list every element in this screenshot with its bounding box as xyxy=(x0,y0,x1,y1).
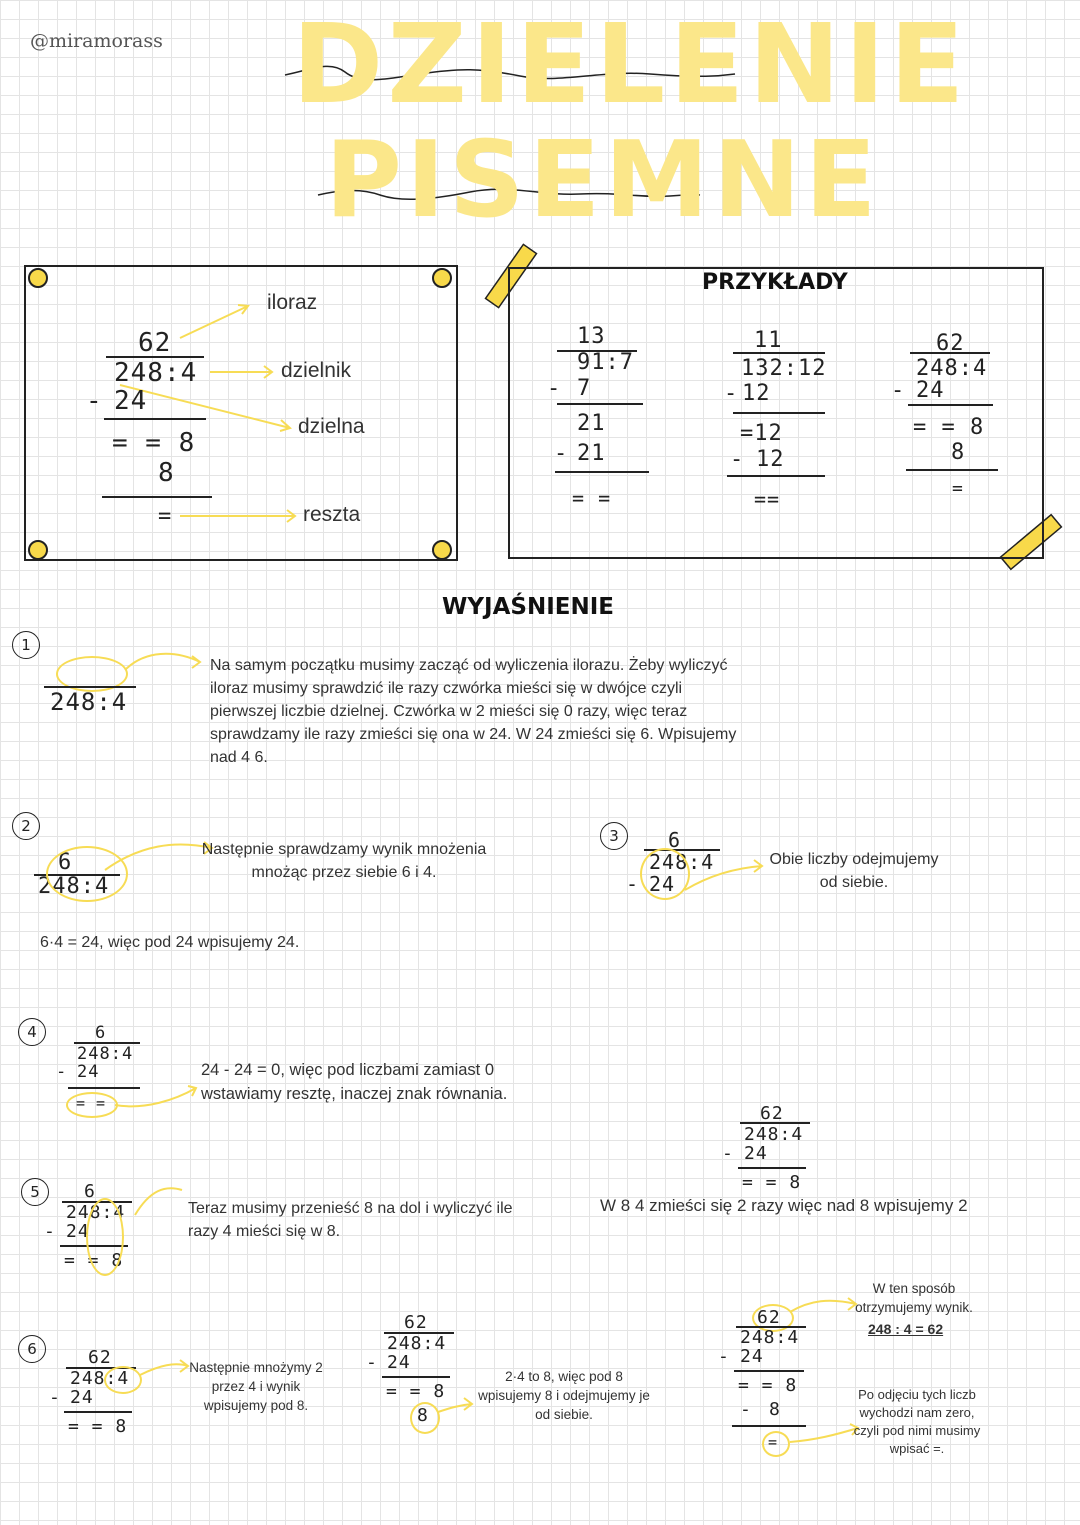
s1-expression: 248:4 xyxy=(50,688,128,716)
ex3-rem1: = = 8 xyxy=(913,415,985,440)
minus-sign: - xyxy=(724,381,739,406)
ex3-sub1: 24 xyxy=(916,378,945,403)
s5-text: Teraz musimy przenieść 8 na dol i wyliczyć ile razy 4 mieści się w 8. xyxy=(188,1200,513,1240)
minus-sign: - xyxy=(56,1062,68,1082)
ex3-final: = xyxy=(952,478,964,499)
s2-text: Następnie sprawdzamy wynik mnożenia mnożąc przez siebie 6 i 4. xyxy=(201,841,487,881)
s5b-rem: = = 8 xyxy=(742,1172,802,1193)
title-line1: DZIELENIE xyxy=(292,0,969,128)
s6b-quotient: 62 xyxy=(404,1312,428,1333)
ex3-expression: 248:4 xyxy=(916,356,988,381)
s3-sub: 24 xyxy=(649,872,676,896)
s6c-rem: = = 8 xyxy=(738,1375,798,1396)
diagram-sub1: 24 xyxy=(114,386,148,416)
label-reszta: reszta xyxy=(303,503,361,526)
arrow-s6 xyxy=(140,1360,188,1375)
step-number: 4 xyxy=(18,1018,46,1046)
s6-quotient: 62 xyxy=(88,1347,112,1368)
ex2-rem1: =12 xyxy=(740,421,783,446)
minus-sign: - xyxy=(49,1387,61,1408)
s6c-result-intro: W ten sposób otrzymujemy wynik. xyxy=(855,1281,973,1315)
minus-sign: - xyxy=(891,378,906,403)
minus-sign: - xyxy=(718,1346,730,1367)
ex2-expression: 132:12 xyxy=(741,356,827,381)
arrow-s5 xyxy=(135,1188,182,1215)
minus-sign: - xyxy=(740,1399,752,1420)
s5b-quotient: 62 xyxy=(760,1103,784,1124)
s4-rem: = = xyxy=(76,1094,107,1112)
s2-note: 6·4 = 24, więc pod 24 wpisujemy 24. xyxy=(40,934,300,951)
diagram-quotient: 62 xyxy=(138,328,172,358)
s6c-final: = xyxy=(768,1433,779,1451)
s6-sub: 24 xyxy=(70,1387,94,1408)
s1-text: Na samym początku musimy zacząć od wyliczenia ilorazu. Żeby wyliczyć iloraz musimy sprawdzić ile razy czwórka mieści się w dwójce czyli pierwszej liczbie dzielnej. Czwórka w 2 mieści się 0 razy, więc teraz sprawdzamy ile razy zmieści się ona w 24. W 24 zmieści się 6. Wpisujemy nad 4 6. xyxy=(210,657,737,766)
diagram-rem1: = = 8 xyxy=(112,428,196,458)
s6c-expression: 248:4 xyxy=(740,1327,800,1348)
s4-sub: 24 xyxy=(77,1062,100,1082)
s6c-text: Po odjęciu tych liczb wychodzi nam zero, czyli pod nimi musimy wpisać =. xyxy=(853,1387,981,1456)
s6c-sub: 24 xyxy=(740,1346,764,1367)
s2-quotient: 6 xyxy=(58,850,73,875)
ex1-expression: 91:7 xyxy=(577,350,634,375)
s6b-expression: 248:4 xyxy=(387,1333,447,1354)
examples-heading: PRZYKŁADY xyxy=(702,270,848,295)
label-dzielna: dzielna xyxy=(298,415,365,438)
ex2-final: == xyxy=(754,487,781,511)
ex2-sub2: 12 xyxy=(756,447,785,472)
highlight-circle xyxy=(104,1366,142,1394)
diagram-expression: 248:4 xyxy=(114,358,198,388)
s2-expression: 248:4 xyxy=(38,874,110,899)
s6-rem: = = 8 xyxy=(68,1416,128,1437)
minus-sign: - xyxy=(86,386,103,416)
step-number: 5 xyxy=(21,1178,49,1206)
minus-sign: - xyxy=(730,447,745,472)
pin-icon xyxy=(28,540,48,560)
s4-quotient: 6 xyxy=(95,1023,107,1043)
explanation-heading: WYJAŚNIENIE xyxy=(442,594,614,620)
minus-sign: - xyxy=(722,1143,734,1164)
minus-sign: - xyxy=(554,441,569,466)
s4-text: 24 - 24 = 0, więc pod liczbami zamiast 0 wstawiamy resztę, inaczej znak równania. xyxy=(201,1061,508,1103)
ex1-final: = = xyxy=(572,486,612,510)
pin-icon xyxy=(28,268,48,288)
ex1-sub1: 7 xyxy=(577,376,592,401)
ex2-sub1: 12 xyxy=(742,381,771,406)
step-number: 3 xyxy=(600,822,628,850)
ex3-quotient: 62 xyxy=(936,331,965,356)
s6c-quotient: 62 xyxy=(757,1307,781,1328)
s5-sub: 24 xyxy=(66,1221,90,1242)
s6b-sub2: 8 xyxy=(417,1405,429,1426)
ex3-sub2: 8 xyxy=(951,440,966,465)
s5b-text: W 8 4 zmieści się 2 razy więc nad 8 wpisujemy 2 xyxy=(600,1196,968,1215)
s6b-sub: 24 xyxy=(387,1352,411,1373)
s5b-sub: 24 xyxy=(744,1143,768,1164)
s6c-sub2: 8 xyxy=(769,1399,781,1420)
diagram-sub2: 8 xyxy=(158,458,175,488)
step-number: 1 xyxy=(12,631,40,659)
highlight-circle xyxy=(86,1198,124,1276)
s5-expression: 248:4 xyxy=(66,1202,126,1223)
s6c-result: 248 : 4 = 62 xyxy=(868,1321,944,1337)
step-number: 6 xyxy=(18,1335,46,1363)
s6-text: Następnie mnożymy 2 przez 4 i wynik wpisujemy pod 8. xyxy=(189,1360,323,1413)
s5b-expression: 248:4 xyxy=(744,1124,804,1145)
pin-icon xyxy=(432,268,452,288)
diagram-final: = xyxy=(158,504,173,529)
s3-expression: 248:4 xyxy=(649,850,715,874)
s5-quotient: 6 xyxy=(84,1181,96,1202)
arrow-s1 xyxy=(125,654,200,670)
minus-sign: - xyxy=(366,1352,378,1373)
highlight-circle xyxy=(46,846,128,902)
minus-sign: - xyxy=(547,376,562,401)
minus-sign: - xyxy=(626,872,640,896)
ex1-quotient: 13 xyxy=(577,324,606,349)
label-iloraz: iloraz xyxy=(267,291,318,314)
pin-icon xyxy=(432,540,452,560)
step-number: 2 xyxy=(12,812,40,840)
ex1-sub2: 21 xyxy=(577,441,606,466)
arrow-s4 xyxy=(115,1086,196,1106)
s5-rem: = = 8 xyxy=(64,1250,124,1271)
ex2-quotient: 11 xyxy=(754,328,783,353)
highlight-circle xyxy=(640,848,690,900)
s3-text: Obie liczby odejmujemy od siebie. xyxy=(769,851,939,891)
arrow-s6c-top xyxy=(790,1298,856,1312)
ex1-rem1: 21 xyxy=(577,411,606,436)
s6b-text: 2·4 to 8, więc pod 8 wpisujemy 8 i odejmujemy je od siebie. xyxy=(478,1369,650,1422)
title-line2: PISEMNE xyxy=(325,119,881,241)
s6-expression: 248:4 xyxy=(70,1368,130,1389)
minus-sign: - xyxy=(44,1221,56,1242)
s3-quotient: 6 xyxy=(668,828,682,852)
author-handle: @miramorass xyxy=(30,30,163,52)
s4-expression: 248:4 xyxy=(77,1044,134,1064)
label-dzielnik: dzielnik xyxy=(281,359,352,382)
s6b-rem: = = 8 xyxy=(386,1381,446,1402)
